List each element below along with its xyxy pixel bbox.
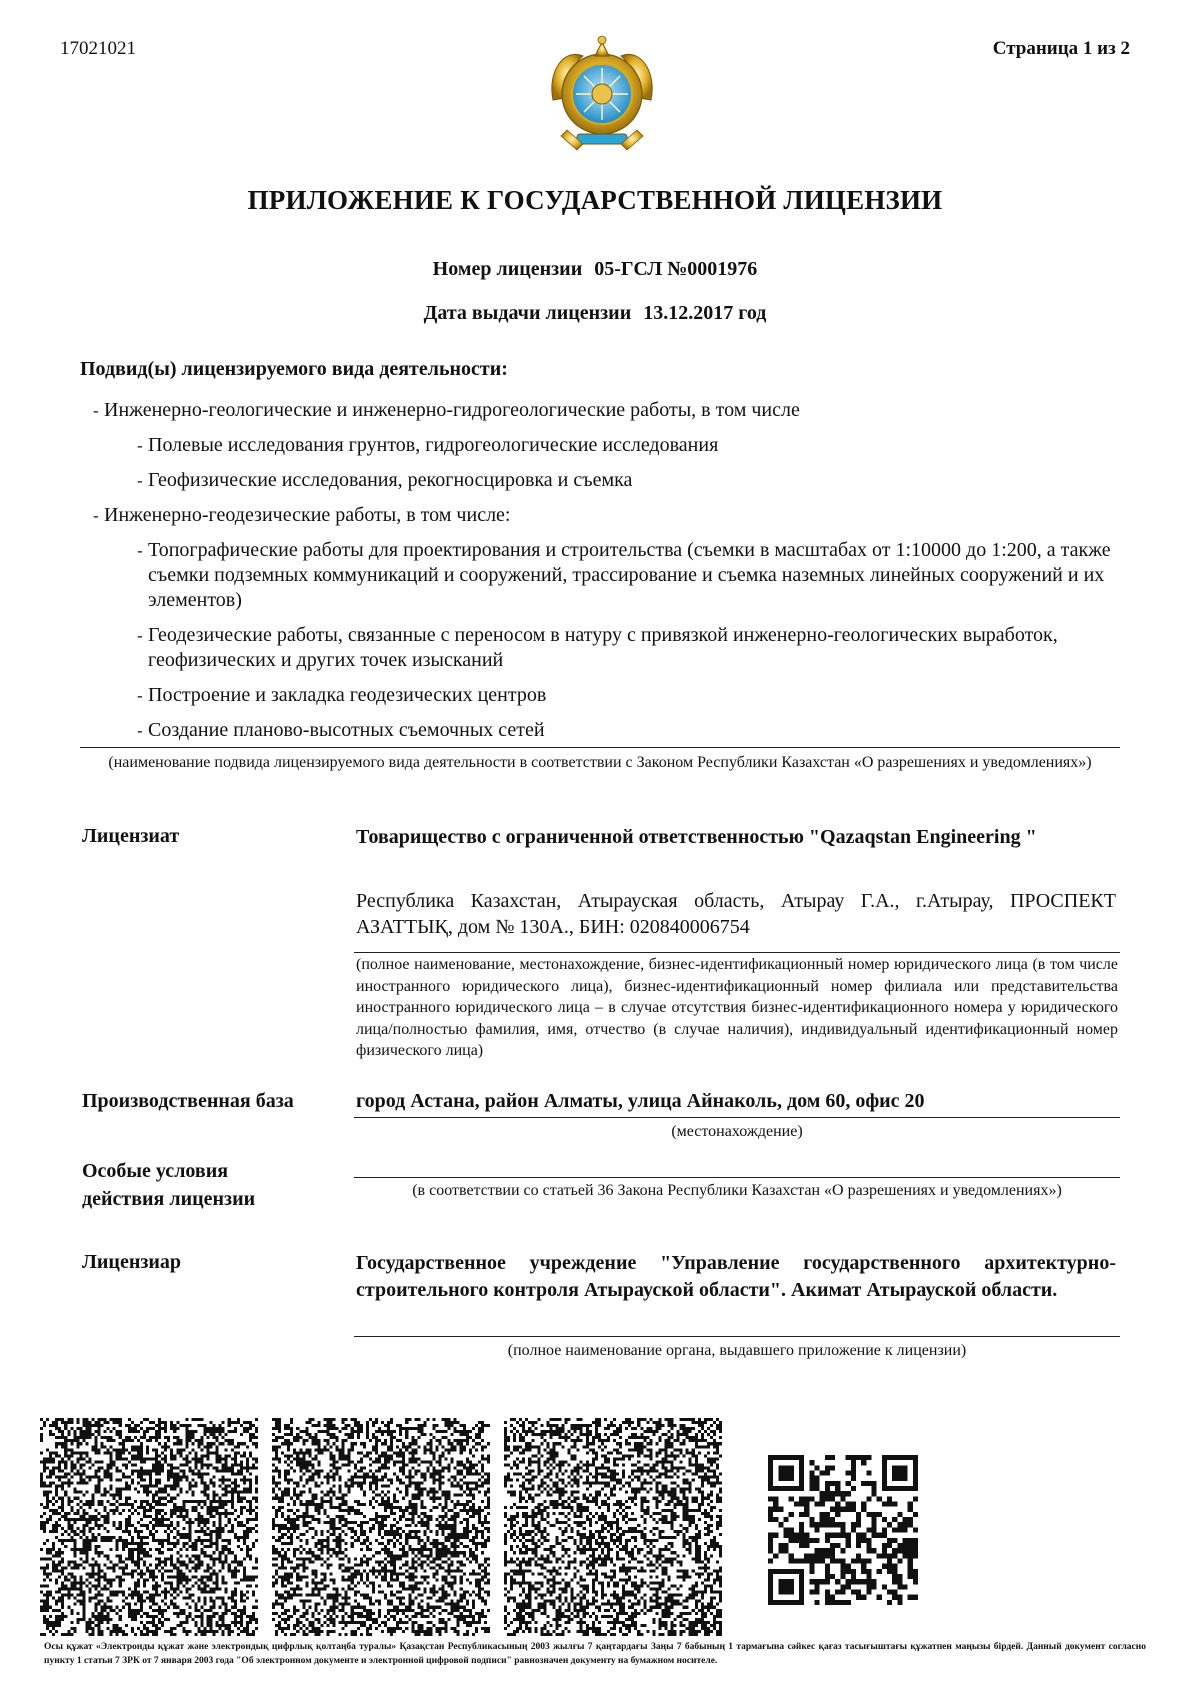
signature-code-2 <box>272 1418 490 1636</box>
page-title: ПРИЛОЖЕНИЕ К ГОСУДАРСТВЕННОЙ ЛИЦЕНЗИИ <box>247 185 943 215</box>
activity-item: - Построение и закладка геодезических центров <box>137 684 547 706</box>
signature-code-3 <box>504 1418 722 1636</box>
licensee-address: Республика Казахстан, Атырауская область, Атырау Г.А., г.Атырау, ПРОСПЕКТ АЗАТТЫҚ, дом № 130А., БИН: 020840006754 <box>356 890 1116 938</box>
divider <box>354 1177 1120 1178</box>
licensee-label: Лицензиат <box>82 825 180 847</box>
activity-text: Топографические работы для проектирования и строительства (съемки в масштабах от 1:10000 до 1:200, а также съемки подземных коммуникаций и сооружений, трассирование и съемка наземных линейных сооружений и их элементов) <box>148 539 1111 611</box>
activity-text: Построение и закладка геодезических центров <box>148 684 547 706</box>
state-emblem-icon <box>543 30 661 158</box>
activity-item: - Геофизические исследования, рекогносцировка и съемка <box>137 469 633 491</box>
qr-code <box>768 1455 918 1605</box>
divider <box>354 952 1120 953</box>
license-number-label: Номер лицензии <box>432 258 583 280</box>
production-base-label: Производственная база <box>82 1090 294 1112</box>
license-date-value: 13.12.2017 год <box>643 302 767 324</box>
activity-item: - Инженерно-геодезические работы, в том числе: <box>93 504 511 526</box>
production-base-note: (местонахождение) <box>671 1123 803 1140</box>
activity-item: - Геодезические работы, связанные с переносом в натуру с привязкой инженерно-геологических выработок, геофизических и других точек изысканий <box>137 624 1058 671</box>
activity-text: Инженерно-геологические и инженерно-гидрогеологические работы, в том числе <box>104 399 800 421</box>
licensee-note: (полное наименование, местонахождение, бизнес-идентификационный номер юридического лица (в том числе иностранного юридического лица), бизнес-идентификационный номер филиала или представительства иностранного юридического лица – в случае отсутствия бизнес-идентификационного номера у юридического лица/полностью фамилия, имя, отчество (в случае наличия), индивидуальный идентификационный номер физического лица) <box>356 956 1118 1059</box>
special-conditions-label-line2: действия лицензии <box>82 1188 256 1210</box>
activity-item: - Полевые исследования грунтов, гидрогеологические исследования <box>137 434 719 456</box>
activity-text: Инженерно-геодезические работы, в том числе: <box>104 504 511 526</box>
divider <box>354 1336 1120 1337</box>
page-number: Страница 1 из 2 <box>992 38 1130 59</box>
license-date-line <box>0 302 1190 325</box>
licensor-note: (полное наименование органа, выдавшего приложение к лицензии) <box>507 1342 967 1359</box>
special-conditions-label-line1: Особые условия <box>82 1160 229 1182</box>
activity-text: Геодезические работы, связанные с переносом в натуру с привязкой инженерно-геологических выработок, геофизических и других точек изысканий <box>148 624 1058 671</box>
activity-item: - Инженерно-геологические и инженерно-гидрогеологические работы, в том числе <box>93 399 800 421</box>
license-number-value: 05-ГСЛ №0001976 <box>594 258 758 280</box>
licensor-label: Лицензиар <box>82 1251 182 1273</box>
activity-text: Создание планово-высотных съемочных сетей <box>148 719 545 741</box>
special-conditions-note: (в соответствии со статьей 36 Закона Республики Казахстан «О разрешениях и уведомлениях») <box>412 1182 1062 1199</box>
special-conditions-label <box>82 1157 255 1213</box>
activities-list <box>80 398 1120 753</box>
document-id: 17021021 <box>60 38 136 59</box>
activity-item: - Создание планово-высотных съемочных сетей <box>137 719 545 741</box>
licensee-name: Товарищество с ограниченной ответственностью "Qazaqstan Engineering " <box>356 826 1037 848</box>
divider <box>354 1117 1120 1118</box>
activities-heading: Подвид(ы) лицензируемого вида деятельности: <box>80 358 508 380</box>
footer-legal-text: Осы құжат «Электронды құжат және электрондық цифрлық қолтаңба туралы» Қазақстан Республикасының 2003 жылғы 7 қаңтардағы Заңы 7 бабының 1 тармағына сәйкес қағаз тасығыштағы құжатпен маңызы бірдей. Данный документ согласно пункту 1 статьи 7 ЗРК от 7 января 2003 года "Об электронном документе и электронной цифровой подписи" равнозначен документу на бумажном носителе. <box>44 1642 1146 1666</box>
divider <box>80 747 1120 748</box>
license-date-label: Дата выдачи лицензии <box>423 302 632 324</box>
activity-item: - Топографические работы для проектирования и строительства (съемки в масштабах от 1:10000 до 1:200, а также съемки подземных коммуникаций и сооружений, трассирование и съемка наземных линейных сооружений и их элементов) <box>137 539 1111 611</box>
activity-text: Полевые исследования грунтов, гидрогеологические исследования <box>148 434 719 456</box>
signature-code-1 <box>40 1418 258 1636</box>
production-base-value: город Астана, район Алматы, улица Айнаколь, дом 60, офис 20 <box>356 1090 925 1112</box>
activities-note: (наименование подвида лицензируемого вида деятельности в соответствии с Законом Республики Казахстан «О разрешениях и уведомлениях») <box>108 754 1092 771</box>
licensor-value: Государственное учреждение "Управление государственного архитектурно-строительного контроля Атырауской области". Акимат Атырауской области. <box>356 1252 1116 1301</box>
activity-text: Геофизические исследования, рекогносцировка и съемка <box>148 469 633 491</box>
license-number-line <box>0 258 1190 281</box>
